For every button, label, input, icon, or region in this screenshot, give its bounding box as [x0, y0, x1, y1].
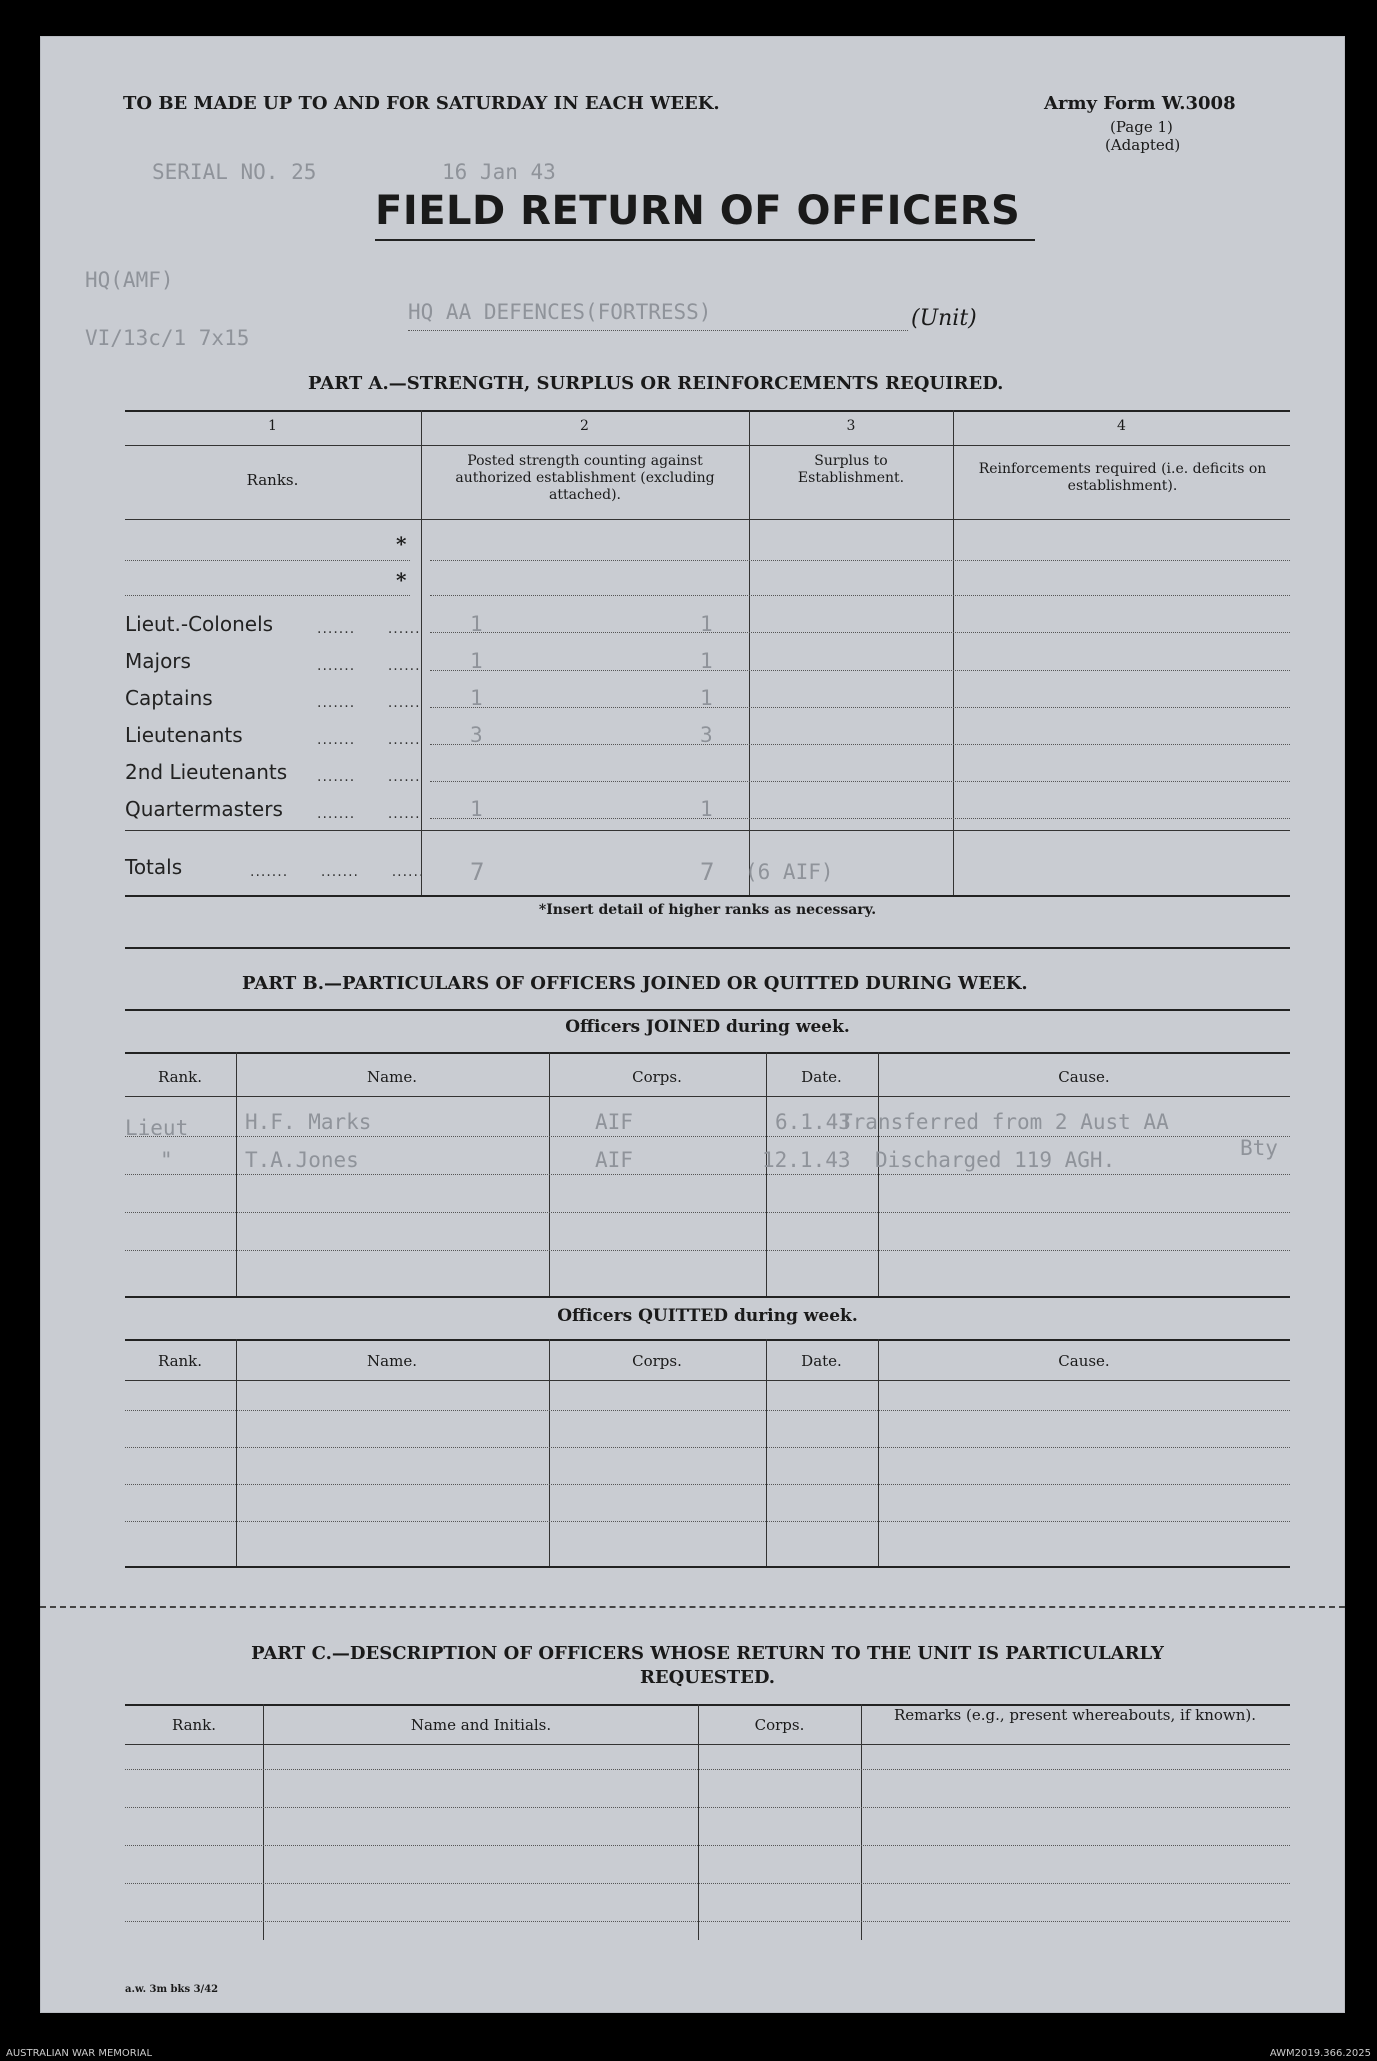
part-c-divider	[861, 1704, 862, 1940]
asterisk-2: *	[396, 568, 407, 592]
part-c-divider	[698, 1704, 699, 1940]
quitted-divider	[766, 1339, 767, 1566]
form-number: Army Form W.3008	[1044, 93, 1236, 114]
row-line	[430, 781, 1290, 782]
quitted-divider	[549, 1339, 550, 1566]
joined-col-cause: Cause.	[1058, 1068, 1110, 1086]
part-b-top-rule	[125, 1009, 1290, 1011]
partc-col-rank: Rank.	[171, 1716, 217, 1734]
part-a-end-rule	[125, 947, 1290, 949]
blank-row-3	[430, 632, 1290, 633]
joined-corps-2: AIF	[595, 1148, 633, 1172]
leader-dots: ....... ......	[317, 658, 421, 674]
joined-col-corps: Corps.	[632, 1068, 682, 1086]
joined-date-2: 12.1.43	[762, 1148, 851, 1172]
quitted-col-rank: Rank.	[157, 1352, 203, 1370]
joined-cause-1: Transferred from 2 Aust AA	[840, 1110, 1169, 1134]
footer-institution: AUSTRALIAN WAR MEMORIAL	[6, 2048, 153, 2059]
quitted-col-name: Name.	[367, 1352, 417, 1370]
quitted-row-line	[125, 1410, 1290, 1411]
stamp-hq: HQ(AMF)	[85, 268, 174, 292]
part-a-divider-3	[953, 410, 954, 895]
adapted-label: (Adapted)	[1105, 136, 1181, 154]
rank-lt-colonels: Lieut.-Colonels	[125, 612, 274, 636]
part-c-header-rule	[125, 1744, 1290, 1745]
joined-cause-1-extra: Bty	[1240, 1136, 1278, 1160]
joined-name-1: H.F. Marks	[245, 1110, 372, 1134]
totals-establishment: 7	[700, 858, 715, 886]
page-title: FIELD RETURN OF OFFICERS	[375, 188, 1021, 234]
leader-dots: ....... ......	[317, 732, 421, 748]
quitted-col-corps: Corps.	[632, 1352, 682, 1370]
quitted-row-line	[125, 1484, 1290, 1485]
blank-row-1	[430, 560, 1290, 561]
joined-rank-1: Lieut	[125, 1116, 189, 1140]
instruction-text: TO BE MADE UP TO AND FOR SATURDAY IN EACH WEEK.	[123, 93, 720, 114]
totals-rule	[125, 830, 1290, 831]
quitted-divider	[878, 1339, 879, 1566]
partc-col-name: Name and Initials.	[410, 1716, 552, 1734]
part-c-title-line-1: PART C.—DESCRIPTION OF OFFICERS WHOSE RETURN TO THE UNIT IS PARTICULARLY	[251, 1643, 1164, 1664]
totals-note: (6 AIF)	[745, 860, 834, 884]
quitted-divider	[236, 1339, 237, 1566]
joined-name-2: T.A.Jones	[245, 1148, 359, 1172]
quitted-header-rule	[125, 1380, 1290, 1381]
footer-accession: AWM2019.366.2025	[1269, 2048, 1371, 2059]
est-majors: 1	[700, 649, 713, 673]
row-line	[430, 818, 1290, 819]
leader-dots: ....... ....... ......	[250, 864, 425, 880]
part-a-top-rule	[125, 410, 1290, 412]
blank-rank-line-2	[125, 595, 410, 596]
stamp-file-ref: VI/13c/1 7x15	[85, 326, 250, 350]
posted-quartermasters: 1	[470, 797, 483, 821]
posted-majors: 1	[470, 649, 483, 673]
rank-lieutenants: Lieutenants	[125, 723, 243, 747]
unit-line	[408, 330, 908, 331]
col-number-1: 1	[268, 418, 277, 434]
joined-row-line	[125, 1250, 1290, 1251]
part-c-row-line	[125, 1883, 1290, 1884]
print-code: a.w. 3m bks 3/42	[125, 1984, 219, 1995]
totals-posted: 7	[470, 858, 485, 886]
leader-dots: ....... ......	[317, 695, 421, 711]
header-ranks: Ranks.	[246, 471, 299, 489]
part-c-title	[125, 1642, 1290, 1690]
row-line	[430, 744, 1290, 745]
col-number-4: 4	[1117, 418, 1126, 434]
row-line	[430, 707, 1290, 708]
joined-rank-2: "	[160, 1148, 173, 1172]
joined-col-date: Date.	[801, 1068, 842, 1086]
joined-row-line	[125, 1174, 1290, 1175]
row-line	[430, 670, 1290, 671]
quitted-row-line	[125, 1521, 1290, 1522]
joined-title: Officers JOINED during week.	[565, 1017, 850, 1037]
posted-lieutenants: 3	[470, 723, 483, 747]
part-c-row-line	[125, 1807, 1290, 1808]
quitted-col-date: Date.	[801, 1352, 842, 1370]
part-c-title-line-2: REQUESTED.	[639, 1667, 776, 1688]
col-number-3: 3	[846, 418, 856, 434]
part-c-divider	[263, 1704, 264, 1940]
part-a-footnote: *Insert detail of higher ranks as necessary.	[538, 902, 877, 918]
blank-row-2	[430, 595, 1290, 596]
part-a-divider-1	[421, 410, 422, 895]
col-number-2: 2	[580, 418, 589, 434]
unit-name: HQ AA DEFENCES(FORTRESS)	[408, 300, 712, 324]
header-rule	[125, 519, 1290, 520]
joined-col-name: Name.	[367, 1068, 417, 1086]
quitted-top-rule	[125, 1339, 1290, 1341]
return-date: 16 Jan 43	[442, 160, 556, 184]
quitted-bottom-rule	[125, 1566, 1290, 1568]
blank-rank-line-1	[125, 560, 410, 561]
posted-lt-colonels: 1	[470, 612, 483, 636]
part-a-divider-2	[749, 410, 750, 895]
joined-header-rule	[125, 1096, 1290, 1097]
leader-dots: ....... ......	[317, 621, 421, 637]
header-surplus: Surplus to Establishment.	[797, 453, 905, 486]
quitted-row-line	[125, 1447, 1290, 1448]
title-underline	[375, 239, 1035, 241]
est-captains: 1	[700, 686, 713, 710]
joined-row-line	[125, 1212, 1290, 1213]
form-sheet	[40, 36, 1345, 2013]
part-c-row-line	[125, 1921, 1290, 1922]
asterisk-1: *	[396, 532, 407, 556]
rank-2nd-lieutenants: 2nd Lieutenants	[125, 760, 288, 784]
totals-label: Totals	[125, 855, 183, 879]
rank-quartermasters: Quartermasters	[125, 797, 283, 821]
joined-cause-2: Discharged 119 AGH.	[875, 1148, 1116, 1172]
rank-captains: Captains	[125, 686, 213, 710]
part-b-title: PART B.—PARTICULARS OF OFFICERS JOINED OR QUITTED DURING WEEK.	[242, 973, 1028, 994]
joined-corps-1: AIF	[595, 1110, 633, 1134]
joined-date-1: 6.1.43	[775, 1110, 851, 1134]
joined-col-rank: Rank.	[157, 1068, 203, 1086]
est-lieutenants: 3	[700, 723, 713, 747]
page-label: (Page 1)	[1110, 118, 1173, 136]
perforation-line	[40, 1606, 1345, 1608]
joined-top-rule	[125, 1052, 1290, 1054]
joined-bottom-rule	[125, 1296, 1290, 1298]
serial-number: SERIAL NO. 25	[152, 160, 317, 184]
est-quartermasters: 1	[700, 797, 713, 821]
header-posted-strength: Posted strength counting against authorized establishment (excluding attached).	[455, 453, 715, 503]
partc-col-corps: Corps.	[754, 1716, 805, 1734]
part-a-bottom-rule	[125, 895, 1290, 897]
joined-row-line	[125, 1136, 1290, 1137]
est-lt-colonels: 1	[700, 612, 713, 636]
rank-majors: Majors	[125, 649, 191, 673]
partc-col-remarks: Remarks (e.g., present whereabouts, if known).	[893, 1706, 1257, 1724]
quitted-title: Officers QUITTED during week.	[557, 1306, 858, 1326]
part-a-title: PART A.—STRENGTH, SURPLUS OR REINFORCEMENTS REQUIRED.	[308, 373, 1004, 394]
quitted-col-cause: Cause.	[1058, 1352, 1110, 1370]
unit-label: (Unit)	[911, 306, 977, 331]
posted-captains: 1	[470, 686, 483, 710]
col-number-rule	[125, 445, 1290, 446]
part-c-row-line	[125, 1769, 1290, 1770]
part-c-row-line	[125, 1845, 1290, 1846]
header-reinforcements: Reinforcements required (i.e. deficits on establishment).	[978, 461, 1267, 494]
leader-dots: ....... ......	[317, 806, 421, 822]
leader-dots: ....... ......	[317, 769, 421, 785]
